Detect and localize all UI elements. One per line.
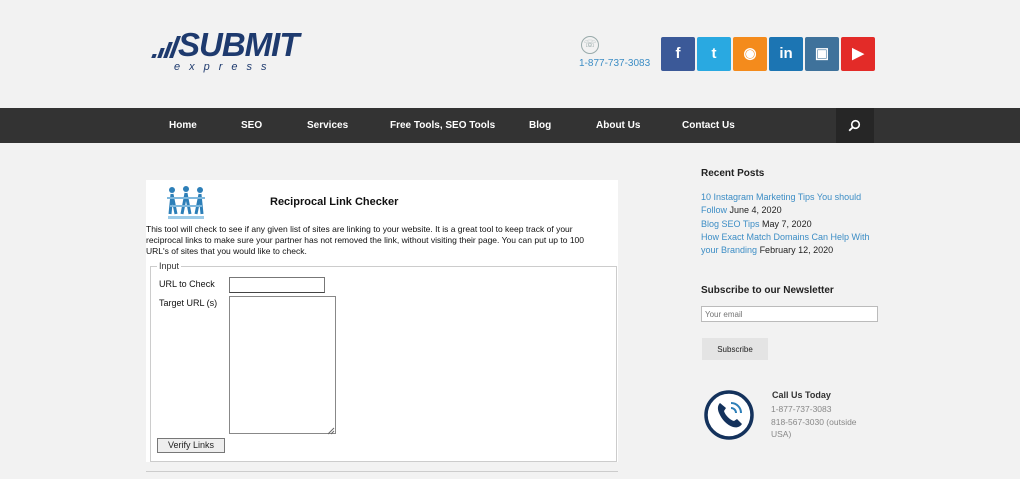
recent-post-date: February 12, 2020: [759, 245, 834, 255]
resize-grip-icon[interactable]: [327, 427, 335, 435]
content-divider: [146, 471, 618, 472]
call-phone-line: USA): [771, 429, 792, 439]
recent-posts-title: Recent Posts: [701, 168, 765, 179]
instagram-icon[interactable]: ▣: [805, 37, 839, 71]
recent-post-item: [701, 218, 876, 231]
search-icon: [848, 119, 861, 132]
tool-people-icon: [164, 184, 208, 224]
main-nav: [0, 108, 1020, 143]
subscribe-button[interactable]: Subscribe: [702, 338, 768, 360]
recent-post-link[interactable]: Blog SEO Tips: [701, 219, 760, 229]
rss-icon[interactable]: ◉: [733, 37, 767, 71]
nav-item-free-tools[interactable]: Free Tools, SEO Tools: [390, 120, 496, 131]
logo-sub: express: [174, 61, 276, 73]
recent-post-date: June 4, 2020: [729, 205, 782, 215]
nav-search-button[interactable]: [836, 108, 874, 143]
logo-word: SUBMIT: [178, 26, 299, 63]
recent-post-link[interactable]: How Exact Match Domains Can Help With your Branding: [701, 232, 870, 255]
linkedin-icon[interactable]: in: [769, 37, 803, 71]
tool-title: Reciprocal Link Checker: [270, 196, 399, 208]
nav-item-home[interactable]: Home: [169, 120, 197, 131]
header-phone-number[interactable]: 1-877-737-3083: [579, 58, 651, 69]
nav-item-blog[interactable]: Blog: [529, 120, 552, 131]
call-phone-line[interactable]: 1-877-737-3083: [771, 404, 832, 414]
recent-post-date: May 7, 2020: [762, 219, 812, 229]
input-legend: Input: [159, 261, 180, 271]
site-logo[interactable]: [148, 26, 318, 78]
target-label: Target URL (s): [159, 298, 218, 308]
facebook-icon[interactable]: f: [661, 37, 695, 71]
call-phone-icon: [703, 389, 755, 441]
nav-item-services[interactable]: Services: [307, 120, 349, 131]
input-fieldset: [150, 261, 617, 462]
recent-post-item: [701, 191, 876, 217]
nav-item-contact[interactable]: Contact Us: [682, 120, 735, 131]
recent-post-link[interactable]: 10 Instagram Marketing Tips You should Follow: [701, 192, 862, 215]
url-label: URL to Check: [159, 279, 215, 289]
verify-links-button[interactable]: Verify Links: [157, 438, 225, 453]
newsletter-email-input[interactable]: [701, 306, 878, 322]
nav-item-seo[interactable]: SEO: [241, 120, 263, 131]
reciprocal-tool-panel: [146, 180, 618, 462]
target-urls-textarea[interactable]: [229, 296, 336, 434]
call-us-title: Call Us Today: [772, 390, 831, 400]
call-phone-line[interactable]: 818-567-3030 (outside: [771, 417, 857, 427]
twitter-icon[interactable]: t: [697, 37, 731, 71]
nav-item-about[interactable]: About Us: [596, 120, 641, 131]
youtube-icon[interactable]: ▶: [841, 37, 875, 71]
recent-post-item: [701, 231, 876, 257]
newsletter-title: Subscribe to our Newsletter: [701, 285, 834, 296]
tool-description: This tool will check to see if any given list of sites are linking to your website. It is a great tool to keep track of your reciprocal links to make sure your partner has not removed the link, without visiting their page. You can put up to 100 URL's of sites that you would like to check.: [146, 224, 584, 257]
url-input[interactable]: [229, 277, 325, 293]
header-phone[interactable]: [579, 36, 649, 76]
phone-icon: ☏: [581, 36, 599, 54]
